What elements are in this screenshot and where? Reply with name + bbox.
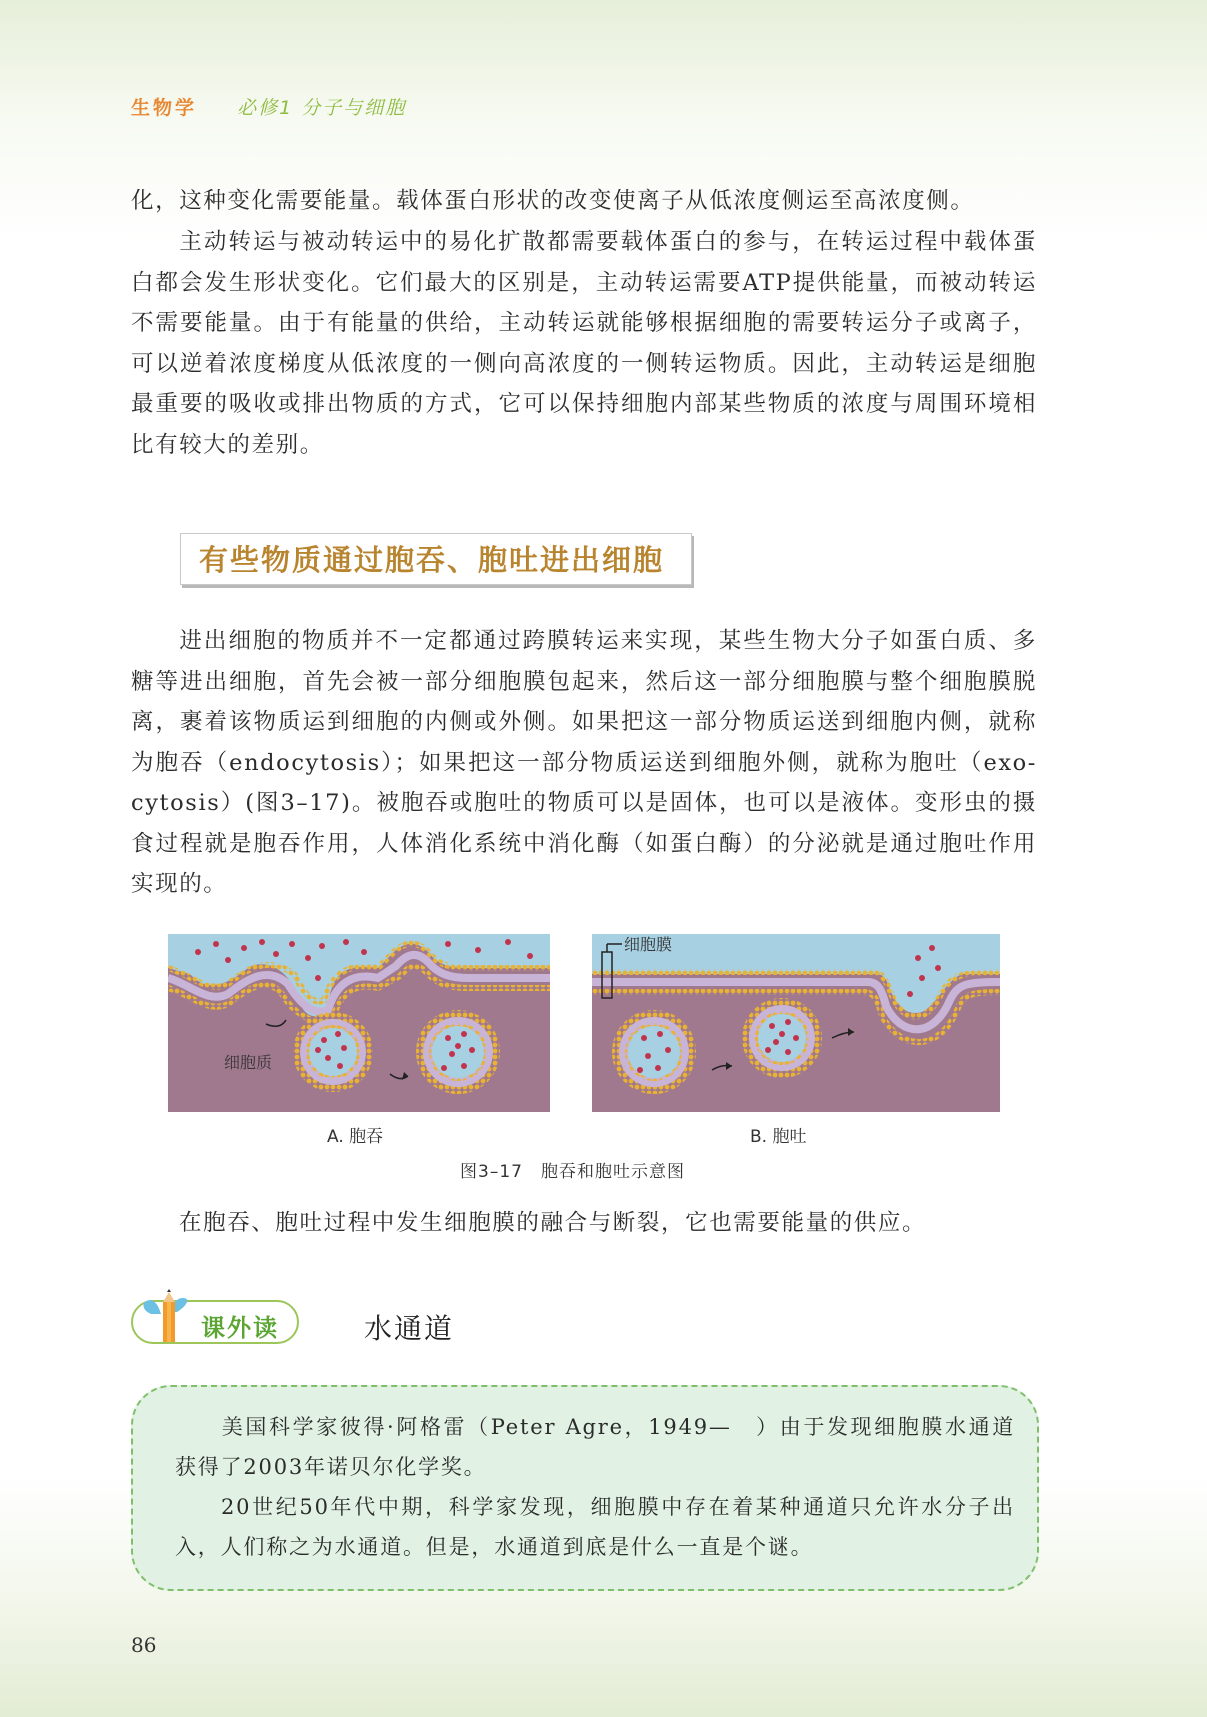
header-subject: 生物学 [131,97,198,119]
reading-paragraph-1 [175,1407,1015,1487]
pencil-sprout-icon [139,1288,199,1346]
section-heading: 有些物质通过胞吞、胞吐进出细胞 [180,533,692,585]
figure-label-b: B. 胞吐 [750,1127,807,1147]
page-number: 86 [131,1633,157,1657]
reading-paragraph-1-text: 美国科学家彼得·阿格雷（Peter Agre，1949— ）由于发现细胞膜水通道获得了2003年诺贝尔化学奖。 [175,1415,1015,1479]
cytoplasm-label: 细胞质 [224,1053,273,1072]
extracurricular-reading-badge [131,1288,301,1346]
figure-endocytosis [168,934,550,1112]
paragraph-2-text: 主动转运与被动转运中的易化扩散都需要载体蛋白的参与，在转运过程中载体蛋白都会发生形状变化。它们最大的区别是，主动转运需要ATP提供能量，而被动转运不需要能量。由于有能量的供给，主动转运就能够根据细胞的需要转运分子或离子，可以逆着浓度梯度从低浓度的一侧向高浓度的一侧转运物质。因此，主动转运是细胞最重要的吸收或排出物质的方式，它可以保持细胞内部某些物质的浓度与周围环境相比有较大的差别。 [131,229,1037,458]
paragraph-2 [131,222,1037,465]
paragraph-3 [131,621,1037,905]
badge-label: 课外读 [201,1314,279,1342]
figure-label-a: A. 胞吞 [327,1127,384,1147]
reading-title: 水通道 [364,1312,455,1345]
paragraph-3-text: 进出细胞的物质并不一定都通过跨膜转运来实现，某些生物大分子如蛋白质、多糖等进出细胞，首先会被一部分细胞膜包起来，然后这一部分细胞膜与整个细胞膜脱离，裹着该物质运到细胞的内侧或外侧。如果把这一部分物质运送到细胞内侧，就称为胞吞（endocytosis）；如果把这一部分物质运送到细胞外侧，就称为胞吐（exo-cytosis）(图3–17)。被胞吞或胞吐的物质可以是固体，也可以是液体。变形虫的摄食过程就是胞吞作用，人体消化系统中消化酶（如蛋白酶）的分泌就是通过胞吐作用实现的。 [131,628,1037,897]
exocytosis-diagram [592,934,1000,1112]
membrane-label: 细胞膜 [624,935,673,954]
paragraph-4 [131,1203,1037,1244]
header-course: 必修1 分子与细胞 [237,97,407,119]
figure-exocytosis [592,934,1000,1112]
paragraph-1 [131,181,1037,222]
reading-paragraph-2-text: 20世纪50年代中期，科学家发现，细胞膜中存在着某种通道只允许水分子出入，人们称之为水通道。但是，水通道到底是什么一直是个谜。 [175,1495,1015,1559]
reading-paragraph-2 [175,1487,1015,1567]
endocytosis-diagram [168,934,550,1112]
reading-box [131,1385,1039,1591]
paragraph-1-text: 化，这种变化需要能量。载体蛋白形状的改变使离子从低浓度侧运至高浓度侧。 [131,188,975,214]
paragraph-4-text: 在胞吞、胞吐过程中发生细胞膜的融合与断裂，它也需要能量的供应。 [179,1210,927,1236]
figure-caption: 图3–17 胞吞和胞吐示意图 [460,1162,685,1182]
running-header [131,93,406,120]
